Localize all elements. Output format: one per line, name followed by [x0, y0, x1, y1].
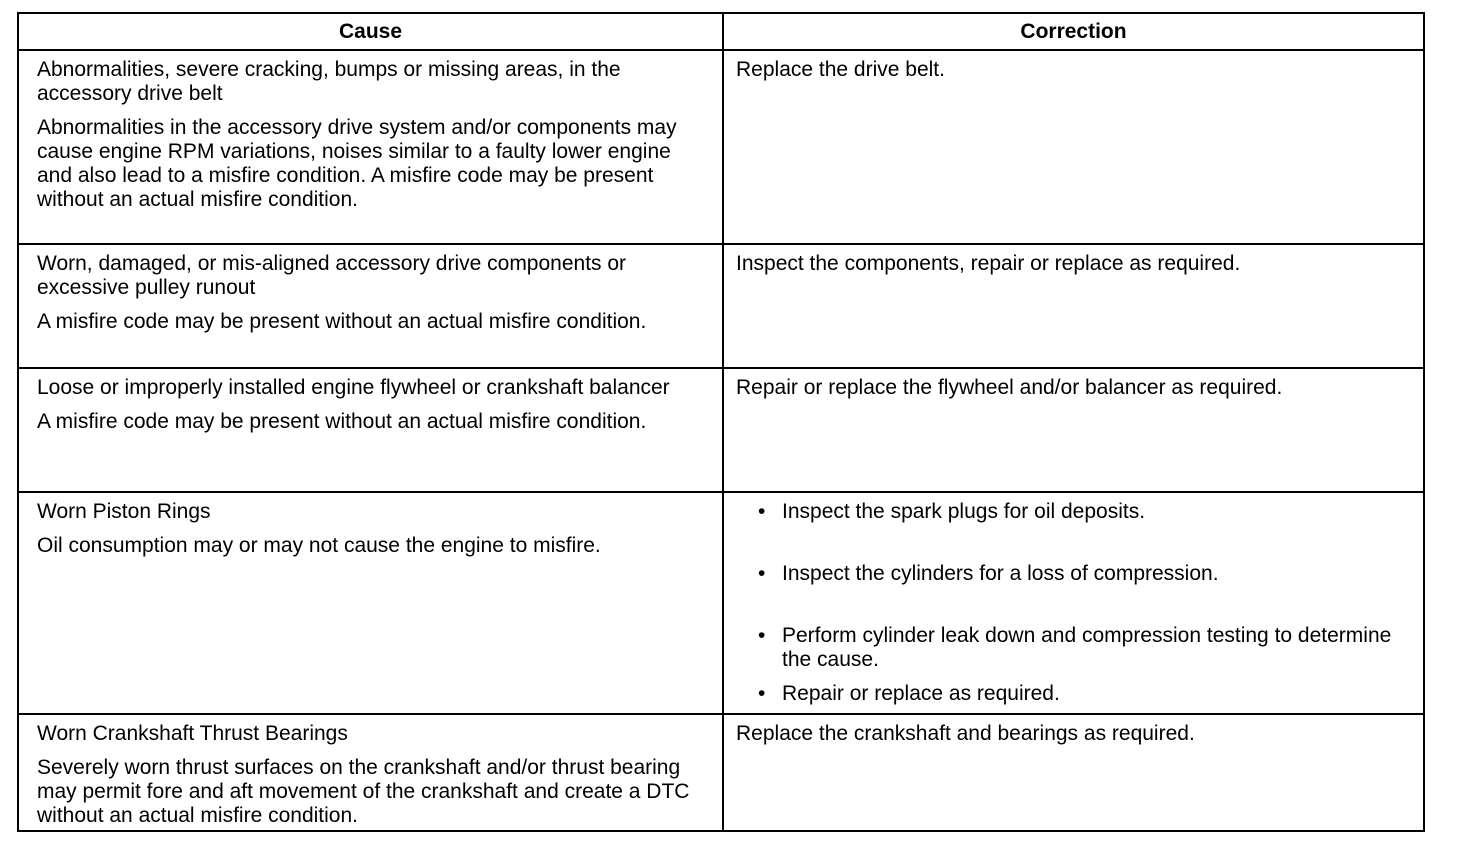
- correction-text: Inspect the components, repair or replace as required.: [736, 252, 1241, 275]
- list-item: • Perform cylinder leak down and compression testing to determine the cause.: [758, 624, 1411, 672]
- cause-cell: [19, 51, 724, 243]
- cause-title: Worn, damaged, or mis-aligned accessory drive components or excessive pulley runout: [37, 252, 627, 299]
- list-item: • Repair or replace as required.: [758, 682, 1411, 706]
- list-item: • Inspect the cylinders for a loss of compression.: [758, 562, 1411, 586]
- correction-list: [736, 500, 1411, 706]
- cause-note: A misfire code may be present without an actual misfire condition.: [37, 310, 647, 333]
- cause-note: Severely worn thrust surfaces on the crankshaft and/or thrust bearing may permit fore and aft movement of the crankshaft and create a DTC without an actual misfire condition.: [37, 756, 690, 827]
- cause-title: Worn Piston Rings: [37, 500, 211, 523]
- table-row: [19, 491, 1423, 713]
- correction-text: Replace the crankshaft and bearings as required.: [736, 722, 1195, 745]
- correction-text: Replace the drive belt.: [736, 58, 945, 81]
- correction-cell: [724, 715, 1423, 830]
- cause-cell: [19, 493, 724, 713]
- cause-cell: [19, 369, 724, 491]
- cause-cell: [19, 715, 724, 830]
- table-row: [19, 49, 1423, 243]
- cause-title: Loose or improperly installed engine flywheel or crankshaft balancer: [37, 376, 670, 399]
- correction-cell: [724, 493, 1423, 713]
- table-row: [19, 713, 1423, 830]
- cause-note: Oil consumption may or may not cause the engine to misfire.: [37, 534, 601, 557]
- correction-text: Repair or replace the flywheel and/or balancer as required.: [736, 376, 1283, 399]
- cause-title: Worn Crankshaft Thrust Bearings: [37, 722, 348, 745]
- table-header-row: [19, 14, 1423, 49]
- cause-note: A misfire code may be present without an actual misfire condition.: [37, 410, 647, 433]
- cause-title: Abnormalities, severe cracking, bumps or missing areas, in the accessory drive belt: [37, 58, 621, 105]
- cause-cell: [19, 245, 724, 367]
- table-row: [19, 367, 1423, 491]
- correction-cell: [724, 51, 1423, 243]
- list-item: • Inspect the spark plugs for oil deposits.: [758, 500, 1411, 524]
- table-row: [19, 243, 1423, 367]
- correction-cell: [724, 245, 1423, 367]
- correction-cell: [724, 369, 1423, 491]
- header-correction: Correction: [1020, 19, 1127, 43]
- header-cause: Cause: [19, 14, 724, 49]
- cause-note: Abnormalities in the accessory drive system and/or components may cause engine RPM variations, noises similar to a faulty lower engine and also lead to a misfire condition. A misfire code may be present without an actual misfire condition.: [37, 116, 677, 211]
- diagnostic-table: [17, 12, 1425, 832]
